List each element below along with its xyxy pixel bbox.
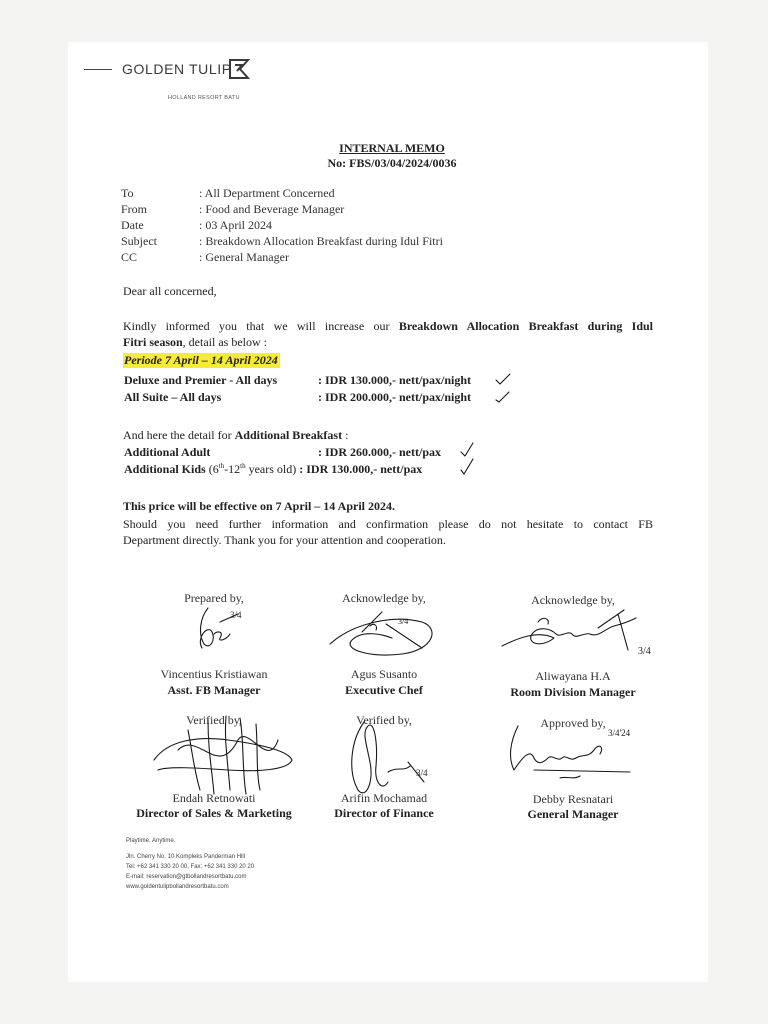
kids-age-3: years old): [245, 462, 297, 476]
effective-date: This price will be effective on 7 April – 14 April 2024.: [123, 499, 395, 513]
field-value-from: : Food and Beverage Manager: [199, 202, 345, 216]
field-label-cc: CC: [121, 250, 138, 264]
kids-age-2: -12: [224, 462, 241, 476]
footer-phone: Tel: +62 341 330 20 00, Fax: +62 341 330 20 20: [126, 864, 255, 870]
price-value-deluxe: : IDR 130.000,- nett/pax/night: [318, 373, 472, 387]
intro-line-1: [123, 319, 653, 334]
sig-date-note: 3/4: [398, 617, 409, 626]
signature-aliwayana: [498, 604, 688, 674]
price-label-deluxe: Deluxe and Premier - All days: [124, 373, 278, 387]
sig-date-note: 3/4: [638, 646, 651, 657]
signature-agus: [322, 604, 452, 664]
logo-rule: [84, 69, 112, 70]
sig-date-note: 3/4: [416, 768, 428, 778]
sig-date-note: 3/4: [230, 610, 242, 620]
price-label-suite: All Suite – All days: [124, 390, 222, 404]
field-value-date: : 03 April 2024: [199, 218, 273, 232]
field-value-subject: : Breakdown Allocation Breakfast during Idul Fitri: [199, 234, 443, 248]
salutation: Dear all concerned,: [123, 284, 217, 298]
check-mark-icon: [459, 442, 475, 458]
closing-line-1: Should you need further information and confirmation please do not hesitate to contact FB: [123, 517, 653, 531]
period-highlight: Periode 7 April – 14 April 2024: [124, 353, 278, 367]
price-value-suite: : IDR 200.000,- nett/pax/night: [318, 390, 472, 404]
footer-tagline: Playtime. Anytime.: [126, 838, 176, 844]
field-label-date: Date: [121, 218, 144, 232]
sig-heading-acknowledge-2: Acknowledge by,: [531, 593, 615, 607]
sig-role-room-division-manager: Room Division Manager: [510, 685, 636, 699]
tulip-logo-icon: [226, 58, 252, 80]
sig-heading-verified-2: Verified by,: [356, 713, 412, 727]
sig-role-asst-fb-manager: Asst. FB Manager: [167, 683, 261, 697]
field-value-cc: : General Manager: [199, 250, 289, 264]
footer-email[interactable]: E-mail: reservation@gtbollandresortbatu.com: [126, 874, 247, 880]
intro-season: Fitri season: [123, 335, 183, 349]
sig-heading-verified-1: Verified by,: [186, 713, 242, 727]
additional-kids-label: Additional Kids: [124, 462, 206, 476]
intro-line-2: [123, 335, 267, 350]
logo-subtitle: HOLLAND RESORT BATU: [168, 95, 240, 101]
sig-name-vincentius: Vincentius Kristiawan: [160, 667, 268, 681]
intro-bold-text: Breakdown Allocation Breakfast during Idul: [398, 319, 654, 333]
sig-role-director-sales-marketing: Director of Sales & Marketing: [136, 806, 292, 820]
sig-heading-acknowledge-1: Acknowledge by,: [342, 591, 426, 605]
signature-vincentius: [190, 604, 250, 656]
additional-intro-text: And here the detail for: [123, 428, 232, 442]
sig-role-director-finance: Director of Finance: [334, 806, 434, 820]
footer-website[interactable]: www.goldentulipbollandresortbatu.com: [126, 884, 229, 890]
sig-name-aliwayana: Aliwayana H.A: [535, 669, 611, 683]
sig-name-debby: Debby Resnatari: [532, 792, 614, 806]
memo-number: No: FBS/03/04/2024/0036: [327, 156, 457, 170]
additional-kids-value: : IDR 130.000,- nett/pax: [296, 462, 423, 476]
sig-name-endah: Endah Retnowati: [172, 791, 256, 805]
intro-text: Kindly informed you that we will increase our: [123, 319, 390, 333]
sig-name-arifin: Arifin Mochamad: [340, 791, 428, 805]
additional-adult-value: : IDR 260.000,- nett/pax: [318, 445, 441, 459]
sig-name-agus: Agus Susanto: [350, 667, 418, 681]
check-mark-icon: [494, 390, 512, 404]
sig-date-note: 3/4'24: [608, 728, 631, 738]
sig-heading-prepared: Prepared by,: [184, 591, 244, 605]
memo-title: INTERNAL MEMO: [339, 141, 445, 155]
signature-debby: [504, 718, 644, 790]
additional-adult-label: Additional Adult: [124, 445, 211, 459]
signature-endah: [148, 710, 298, 800]
field-label-from: From: [121, 202, 148, 216]
field-label-to: To: [121, 186, 134, 200]
sig-heading-approved: Approved by,: [540, 716, 606, 730]
sig-role-general-manager: General Manager: [527, 807, 619, 821]
field-label-subject: Subject: [121, 234, 157, 248]
signature-arifin: [344, 712, 444, 802]
check-mark-icon: [494, 372, 512, 386]
additional-kids-line: [124, 462, 422, 477]
sig-role-executive-chef: Executive Chef: [345, 683, 423, 697]
logo-text: GOLDEN TULIP: [122, 61, 232, 77]
footer-address: Jln. Cherry No. 10 Kompleks Panderman Hill: [126, 854, 246, 860]
check-mark-icon: [459, 458, 475, 476]
field-value-to: : All Department Concerned: [199, 186, 335, 200]
additional-bold: Additional Breakfast: [234, 428, 343, 442]
kids-age-1: (6: [205, 462, 219, 476]
kids-age-sup-2: th: [240, 462, 246, 470]
kids-age-sup-1: th: [218, 462, 225, 470]
intro-tail: , detail as below :: [182, 335, 267, 349]
additional-colon: :: [342, 428, 349, 442]
additional-intro: [123, 428, 348, 443]
closing-line-2: Department directly. Thank you for your attention and cooperation.: [123, 533, 446, 547]
